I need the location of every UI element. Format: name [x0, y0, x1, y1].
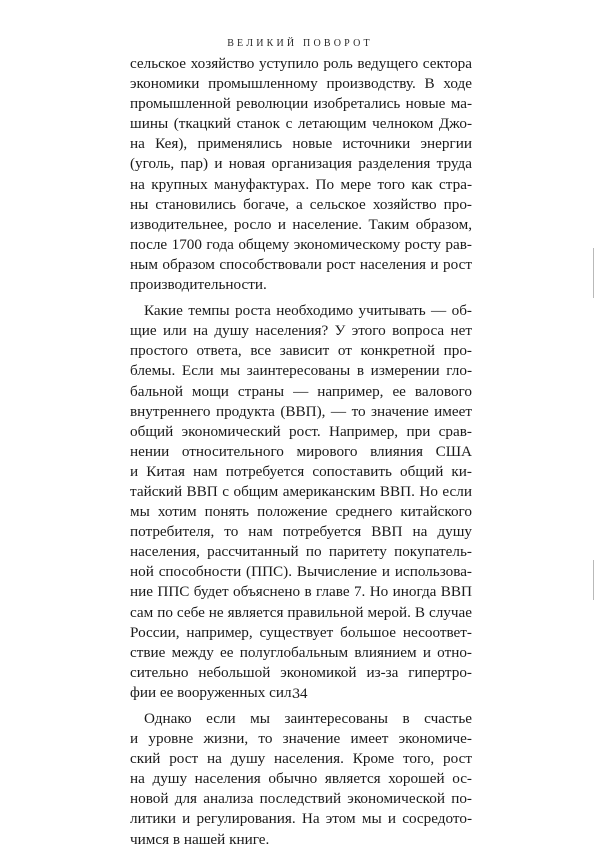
text-line: сельское хозяйство уступило роль ведущего сектора: [130, 55, 472, 72]
page-edge-mark: [593, 248, 594, 298]
text-line: нении относительного мирового влияния США: [130, 442, 472, 460]
paragraph: [130, 709, 472, 850]
text-line: экономики промышленному производству. В ходе: [130, 75, 472, 93]
text-line: ние ППС будет объяснено в главе 7. Но иногда ВВП: [130, 583, 472, 601]
text-line: шины (ткацкий станок с летающим челноком Джо-: [130, 115, 472, 133]
running-header: ВЕЛИКИЙ ПОВОРОТ: [227, 38, 373, 49]
text-line: потребителя, то нам потребуется ВВП на душу: [130, 523, 472, 541]
text-line: щие или на душу населения? У этого вопроса нет: [130, 322, 472, 340]
text-line: после 1700 года общему экономическому росту рав-: [130, 235, 472, 253]
text-line: фии ее вооруженных сил.: [130, 683, 296, 701]
text-line: производительности.: [130, 276, 267, 294]
text-line: тайский ВВП с общим американским ВВП. Но если: [130, 482, 472, 500]
text-line: на Кея), применялись новые источники энергии: [130, 135, 472, 153]
text-line: блемы. Если мы заинтересованы в измерении гло-: [130, 362, 472, 380]
body-text: [130, 54, 472, 850]
text-line: сам по себе не является правильной мерой. В случае: [130, 603, 472, 621]
text-line: Какие темпы роста необходимо учитывать — об-: [144, 302, 472, 320]
text-line: мы хотим понять положение среднего китайского: [130, 503, 472, 521]
text-line: общий экономический рост. Например, при срав-: [130, 422, 472, 440]
text-line: ной способности (ППС). Вычисление и использова-: [130, 563, 472, 581]
text-line: и Китая нам потребуется сопоставить общий ки-: [130, 462, 472, 480]
text-line: на душу населения обычно является хорошей ос-: [130, 770, 472, 788]
text-line: и уровне жизни, то значение имеет экономиче-: [130, 730, 472, 748]
text-line: (уголь, пар) и новая организация разделения труда: [130, 155, 472, 173]
text-line: чимся в нашей книге.: [130, 830, 270, 848]
text-line: промышленной революции изобретались новые ма-: [130, 95, 472, 113]
page-edge-mark: [593, 560, 594, 600]
text-line: ствие между ее полуглобальным влиянием и отно-: [130, 643, 472, 661]
text-line: ны становились богаче, а сельское хозяйство про-: [130, 195, 472, 213]
text-line: населения, рассчитанный по паритету покупатель-: [130, 543, 472, 561]
paragraph: [130, 54, 472, 295]
text-line: Однако если мы заинтересованы в счастье: [144, 710, 472, 727]
text-line: бальной мощи страны — например, ее валового: [130, 382, 472, 400]
paragraph: [130, 301, 472, 703]
text-line: внутреннего продукта (ВВП), — то значение имеет: [130, 402, 472, 420]
text-line: литики и регулирования. На этом мы и сосредото-: [130, 810, 472, 828]
text-line: ский рост на душу населения. Кроме того, рост: [130, 750, 472, 768]
text-line: сительно небольшой экономикой из-за гипертро-: [130, 663, 472, 681]
text-line: на крупных мануфактурах. По мере того как стра-: [130, 175, 472, 193]
text-line: ным образом способствовали рост населения и рост: [130, 255, 472, 273]
text-line: простого ответа, все зависит от конкретной про-: [130, 342, 472, 360]
text-line: новой для анализа последствий экономической по-: [130, 790, 472, 808]
text-line: изводительнее, росло и население. Таким образом,: [130, 215, 472, 233]
text-line: России, например, существует большое несоответ-: [130, 623, 472, 641]
page-number: 34: [292, 686, 308, 702]
